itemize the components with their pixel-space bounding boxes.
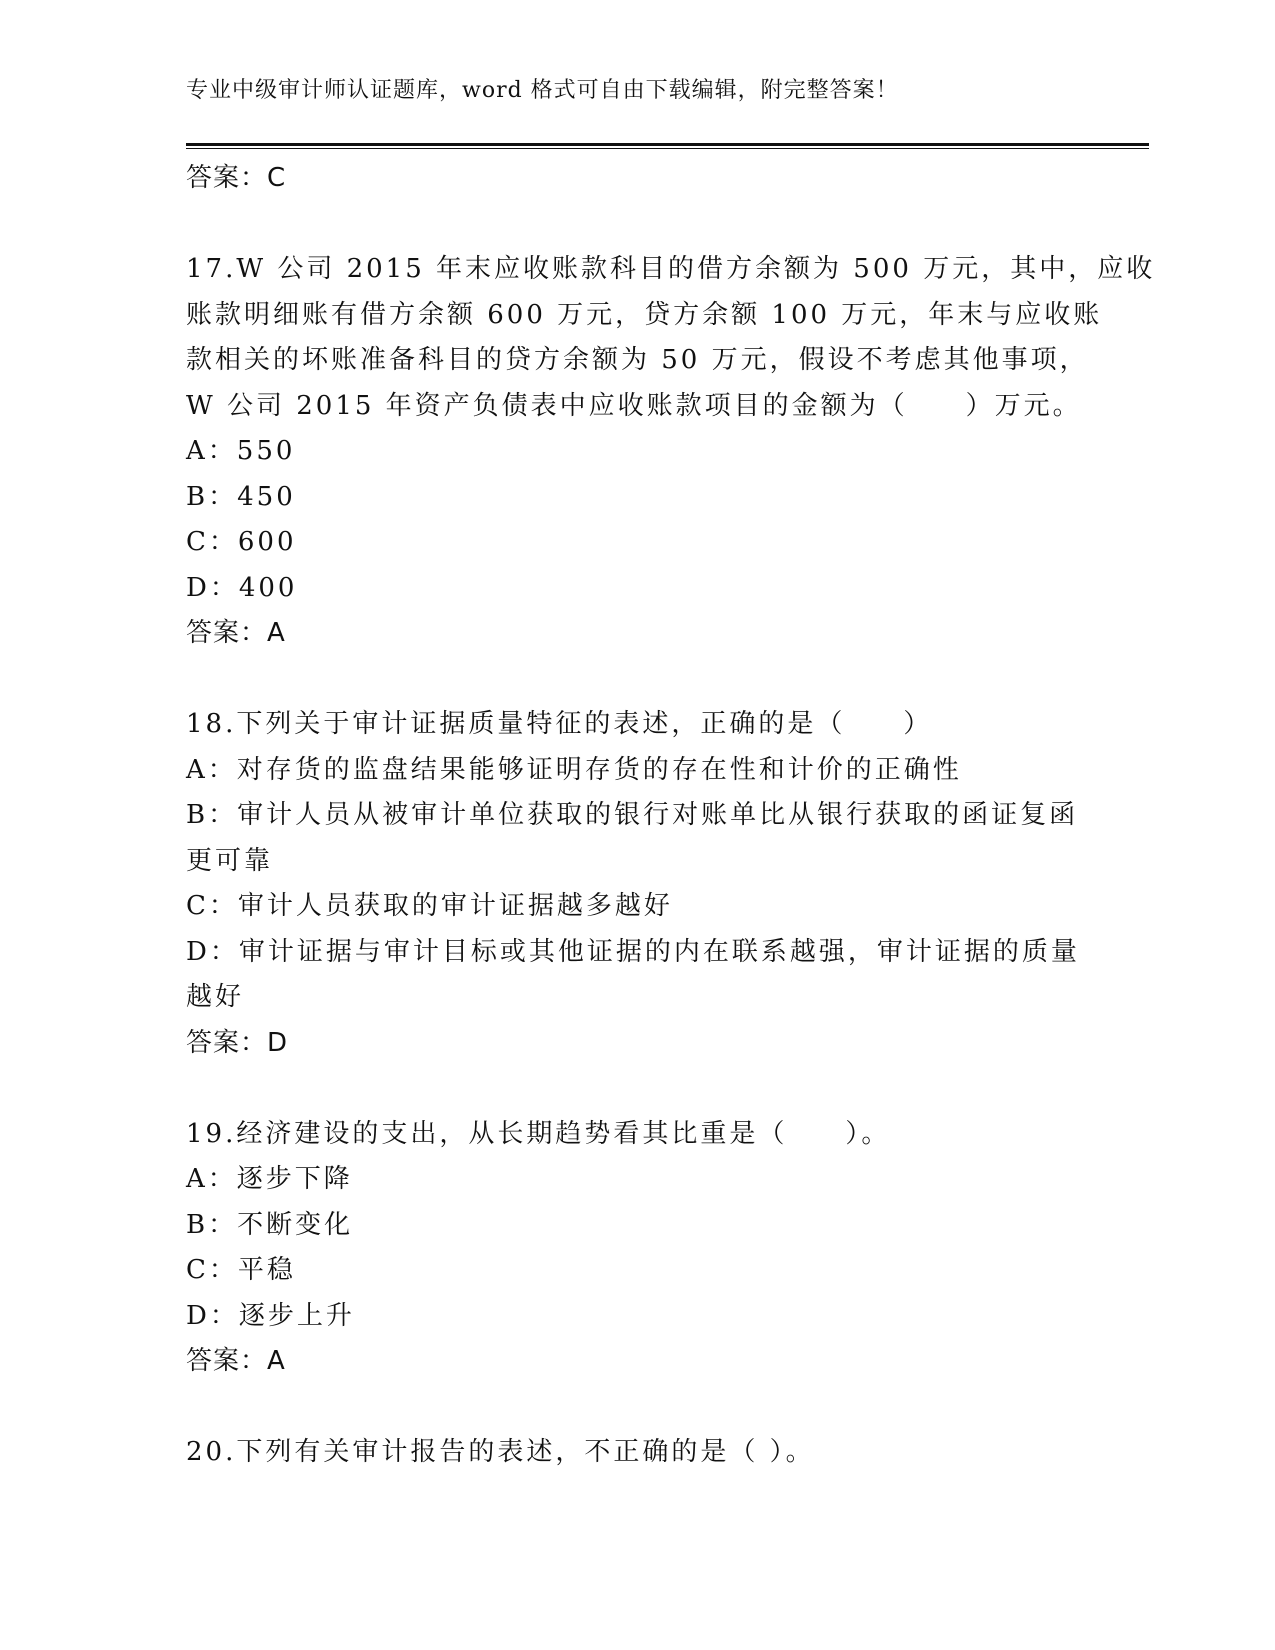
answer-line: 答案：D bbox=[186, 1027, 289, 1058]
option-c: C：审计人员获取的审计证据越多越好 bbox=[186, 891, 673, 921]
answer-line: 答案：A bbox=[186, 1346, 286, 1376]
option-b: B：不断变化 bbox=[186, 1209, 354, 1240]
option-d: D：逐步上升 bbox=[186, 1300, 355, 1331]
question-stem-line: 账款明细账有借方余额 600 万元，贷方余额 100 万元，年末与应收账 bbox=[186, 299, 1103, 330]
header-rule-thin bbox=[186, 148, 1149, 149]
question-stem-line: 19.经济建设的支出，从长期趋势看其比重是（ ）。 bbox=[186, 1118, 891, 1149]
question-17 bbox=[186, 247, 1156, 657]
option-b-continued: 更可靠 bbox=[186, 845, 274, 876]
spacer bbox=[186, 1066, 1086, 1112]
spacer bbox=[186, 202, 1086, 248]
question-stem-line: 20.下列有关审计报告的表述，不正确的是（ ）。 bbox=[186, 1437, 815, 1467]
option-a: A：对存货的监盘结果能够证明存货的存在性和计价的正确性 bbox=[186, 754, 962, 785]
option-c: C：平稳 bbox=[186, 1255, 296, 1285]
option-b: B：审计人员从被审计单位获取的银行对账单比从银行获取的函证复函 bbox=[186, 800, 1079, 830]
question-stem-line: 17.W 公司 2015 年末应收账款科目的借方余额为 500 万元，其中，应收 bbox=[186, 254, 1156, 284]
question-19 bbox=[186, 1112, 1086, 1385]
question-stem-line: 18.下列关于审计证据质量特征的表述，正确的是（ ） bbox=[186, 709, 933, 739]
option-a: A：逐步下降 bbox=[186, 1164, 353, 1194]
option-b: B：450 bbox=[186, 481, 296, 512]
spacer bbox=[186, 657, 1086, 703]
option-d: D：400 bbox=[186, 572, 298, 603]
spacer bbox=[186, 1385, 1086, 1431]
option-d-continued: 越好 bbox=[186, 982, 245, 1012]
header-rule bbox=[186, 143, 1149, 146]
option-d: D：审计证据与审计目标或其他证据的内在联系越强，审计证据的质量 bbox=[186, 936, 1080, 967]
answer-line: 答案：C bbox=[186, 163, 287, 193]
question-20 bbox=[186, 1430, 1086, 1476]
question-stem-line: 款相关的坏账准备科目的贷方余额为 50 万元，假设不考虑其他事项， bbox=[186, 345, 1089, 375]
option-c: C：600 bbox=[186, 527, 297, 557]
question-18 bbox=[186, 702, 1086, 1066]
answer-line: 答案：A bbox=[186, 618, 286, 648]
page-header-text: 专业中级审计师认证题库，word 格式可自由下载编辑，附完整答案！ bbox=[186, 78, 899, 103]
question-content bbox=[186, 156, 1156, 1476]
option-a: A：550 bbox=[186, 436, 296, 466]
question-stem-line: W 公司 2015 年资产负债表中应收账款项目的金额为（ ）万元。 bbox=[186, 390, 1082, 421]
